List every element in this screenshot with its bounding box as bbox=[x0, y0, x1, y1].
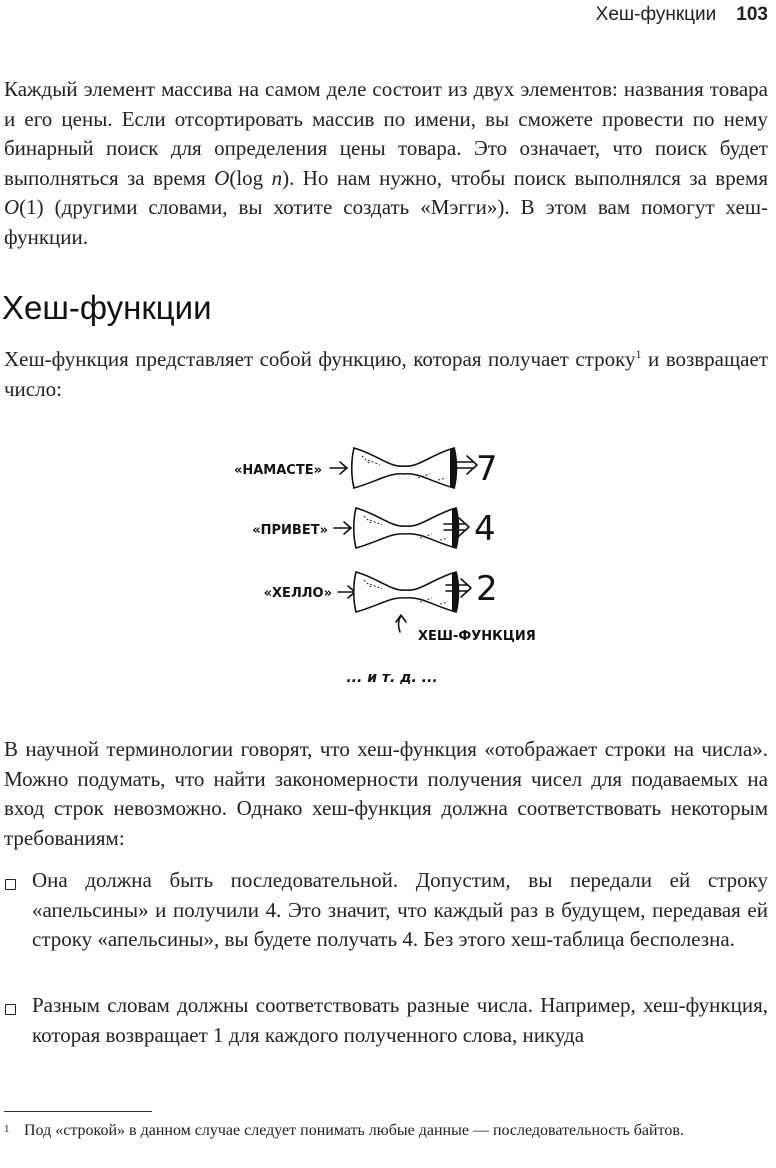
input-string-namaste: «НАМАСТЕ» bbox=[233, 463, 322, 478]
footnote-divider bbox=[4, 1111, 152, 1112]
hash-function-illustration bbox=[0, 432, 776, 702]
footnote-reference: 1 bbox=[635, 347, 642, 361]
definition-paragraph bbox=[4, 345, 768, 404]
intro-paragraph bbox=[4, 75, 768, 252]
footnote bbox=[4, 1120, 768, 1142]
output-number-4: 4 bbox=[474, 509, 496, 549]
checkbox-bullet-icon bbox=[5, 1004, 16, 1015]
input-arrow-1 bbox=[330, 462, 347, 474]
pointer-arrow bbox=[396, 615, 406, 632]
hash-function-shape-2 bbox=[354, 508, 460, 548]
running-header bbox=[596, 0, 768, 30]
definition-end-text: и возвращает число: bbox=[4, 347, 768, 401]
etc-label: ... и т. д. ... bbox=[346, 670, 438, 686]
page-number: 103 bbox=[736, 4, 768, 25]
footnote-marker: 1 bbox=[4, 1123, 10, 1135]
section-heading: Хеш-функции bbox=[2, 289, 212, 326]
intro-text-2: (log bbox=[229, 165, 272, 190]
output-number-2: 2 bbox=[476, 569, 498, 609]
hash-function-shape-1 bbox=[352, 448, 458, 488]
definition-text: Хеш-функция представляет собой функцию, которая получает строку bbox=[4, 347, 636, 371]
list-item-text: Она должна быть последовательной. Допустим, вы передали ей строку «апельсины» и получили 4. Это значит, что каждый раз в будущем, передавая ей строку «апельсины», вы будете получать 4. Без этого хеш-таблица бесполезна. bbox=[32, 868, 768, 951]
input-arrow-3 bbox=[338, 586, 355, 598]
body-paragraph: В научной терминологии говорят, что хеш-функция «отображает строки на числа». Можно подумать, что найти закономерности получения чисел для подаваемых на вход строк невозможно. Однако хеш-функция должна соответствовать некоторым требованиям: bbox=[4, 737, 768, 850]
list-item bbox=[4, 991, 768, 1050]
variable-n: n bbox=[271, 165, 283, 190]
input-arrow-2 bbox=[334, 522, 351, 534]
footnote-text: Под «строкой» в данном случае следует понимать любые данные — последовательность байтов. bbox=[24, 1122, 684, 1139]
hash-function-shape-3 bbox=[354, 572, 460, 612]
big-o-symbol: O bbox=[214, 165, 230, 190]
big-o-symbol-2: O bbox=[4, 195, 20, 219]
output-number-7: 7 bbox=[476, 449, 498, 489]
hash-function-diagram bbox=[0, 432, 776, 702]
input-string-hello: «ХЕЛЛО» bbox=[263, 586, 332, 601]
intro-text-4: (1) (другими словами, вы хотите создать «Мэгги»). В этом вам помогут хеш-функции. bbox=[4, 195, 768, 249]
running-title: Хеш-функции bbox=[595, 4, 717, 25]
checkbox-bullet-icon bbox=[5, 879, 16, 890]
input-string-privet: «ПРИВЕТ» bbox=[252, 523, 328, 538]
intro-text-3: ). Но нам нужно, чтобы поиск выполнялся за время bbox=[282, 165, 768, 190]
hash-function-label: ХЕШ-ФУНКЦИЯ bbox=[418, 629, 536, 644]
intro-text-1: Каждый элемент массива на самом деле состоит из двух элементов: названия товара и его цены. Если отсортировать массив по имени, вы сможете провести по нему бинарный поиск для определения цены товара. Это означает, что поиск будет выполняться за время bbox=[4, 77, 768, 190]
list-item bbox=[4, 866, 768, 955]
list-item-text: Разным словам должны соответствовать разные числа. Например, хеш-функция, которая возвращает 1 для каждого полученного слова, никуда bbox=[32, 993, 768, 1047]
